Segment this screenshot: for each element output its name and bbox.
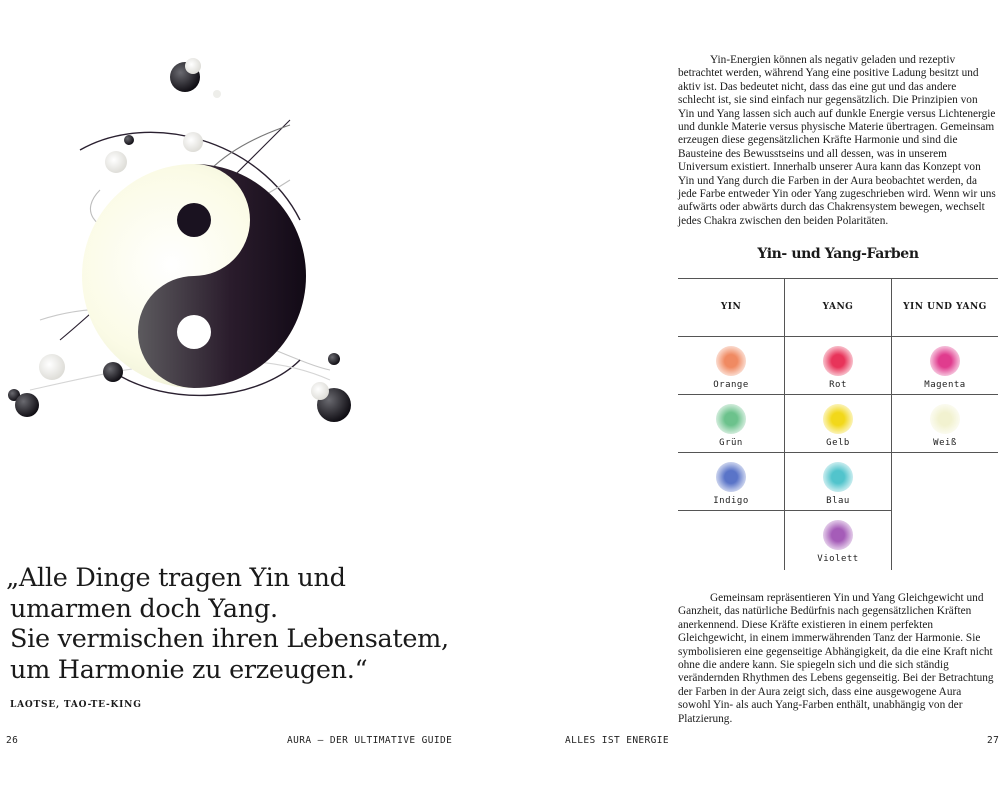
color-cell-weiss — [892, 395, 998, 453]
right-page — [500, 0, 1000, 800]
color-label: Blau — [826, 496, 850, 506]
running-title-left: AURA – DER ULTIMATIVE GUIDE — [287, 735, 453, 746]
quote-line: „Alle Dinge tragen Yin und — [6, 563, 346, 593]
swatch-orange — [716, 346, 746, 376]
header-yin-und-yang: YIN UND YANG — [903, 302, 987, 312]
swatch-violett — [823, 520, 853, 550]
swatch-gelb — [823, 404, 853, 434]
quote-source: LAOTSE, TAO-TE-KING — [10, 700, 142, 710]
closing-paragraph — [678, 592, 996, 726]
color-cell-gelb — [785, 395, 891, 453]
color-cell-orange — [678, 337, 784, 395]
intro-paragraph-text: Yin-Energien können als negativ geladen und rezeptiv betrachtet werden, während Yang eine positive Ladung besitzt und aktiv ist. Das bedeutet nicht, dass das eine gut und das andere schlecht ist, sie sind einfach nur gegensätzlich. Die Prinzipien von Yin und Yang lassen sich auch auf dunkle Energie versus Lichtenergie und dunkle Materie versus physische Materie übertragen. Gemeinsam erzeugen diese gegensätzlichen Kräfte Harmonie und sind die Bausteine des Bewusstseins und all dessen, was in unserem Universum existiert. Innerhalb unserer Aura kann das Konzept von Yin und Yang durch die Farben in der Aura beobachtet werden, da jede Farbe entweder Yin oder Yang zugeschrieben wird. Wenn wir uns aufwärts oder abwärts durch das Chakrensystem bewegen, wechselt jedes Chakra zwischen den beiden Polaritäten. — [678, 54, 996, 227]
color-label: Grün — [719, 438, 743, 448]
header-yang: YANG — [822, 302, 854, 312]
quote-line: um Harmonie zu erzeugen.“ — [10, 654, 368, 685]
page-number-right: 27 — [987, 735, 1000, 746]
quote-line: umarmen doch Yang. — [10, 593, 278, 624]
quote — [6, 563, 486, 685]
swatch-gruen — [716, 404, 746, 434]
table-title: Yin- und Yang-Farben — [757, 246, 919, 262]
color-cell-gruen — [678, 395, 784, 453]
intro-paragraph — [678, 54, 996, 228]
yin-yang-icon — [82, 164, 306, 388]
color-cell-magenta — [892, 337, 998, 395]
color-label: Weiß — [933, 438, 957, 448]
color-cell-indigo — [678, 453, 784, 511]
color-label: Violett — [817, 554, 859, 564]
color-label: Orange — [713, 380, 749, 390]
closing-paragraph-text: Gemeinsam repräsentieren Yin und Yang Gleichgewicht und Ganzheit, das natürliche Bedürfnis nach gegensätzlichen Kräften anerkennend. Diese Kräfte existieren in einem perfekten Gleichgewicht, in einem immerwährenden Tanz der Harmonie. Sie symbolisieren eine gegenseitige Abhängigkeit, da die eine Kraft nicht ohne die andere kann. Sie spiegeln sich und die sich ständig verändernden Rhythmen des Lebens gegenseitig. Bei der Betrachtung der Farben in der Aura zeigt sich, dass eine ausgewogene Aura sowohl Yin- als auch Yang-Farben enthält, unabhängig von der Platzierung. — [678, 592, 994, 725]
color-cell-violett — [785, 511, 891, 569]
quote-line: Sie vermischen ihren Lebensatem, — [10, 624, 449, 654]
color-label: Magenta — [924, 380, 966, 390]
color-table — [678, 278, 998, 570]
swatch-blau — [823, 462, 853, 492]
color-label: Gelb — [826, 438, 850, 448]
color-cell-blau — [785, 453, 891, 511]
yin-yang-illustration — [0, 40, 480, 440]
color-label: Rot — [829, 380, 847, 390]
header-yin: YIN — [720, 302, 742, 312]
swatch-rot — [823, 346, 853, 376]
color-cell-rot — [785, 337, 891, 395]
running-title-right: ALLES IST ENERGIE — [565, 735, 670, 746]
color-label: Indigo — [713, 496, 749, 506]
swatch-indigo — [716, 462, 746, 492]
page-number-left: 26 — [6, 735, 19, 746]
swatch-weiss — [930, 404, 960, 434]
swatch-magenta — [930, 346, 960, 376]
